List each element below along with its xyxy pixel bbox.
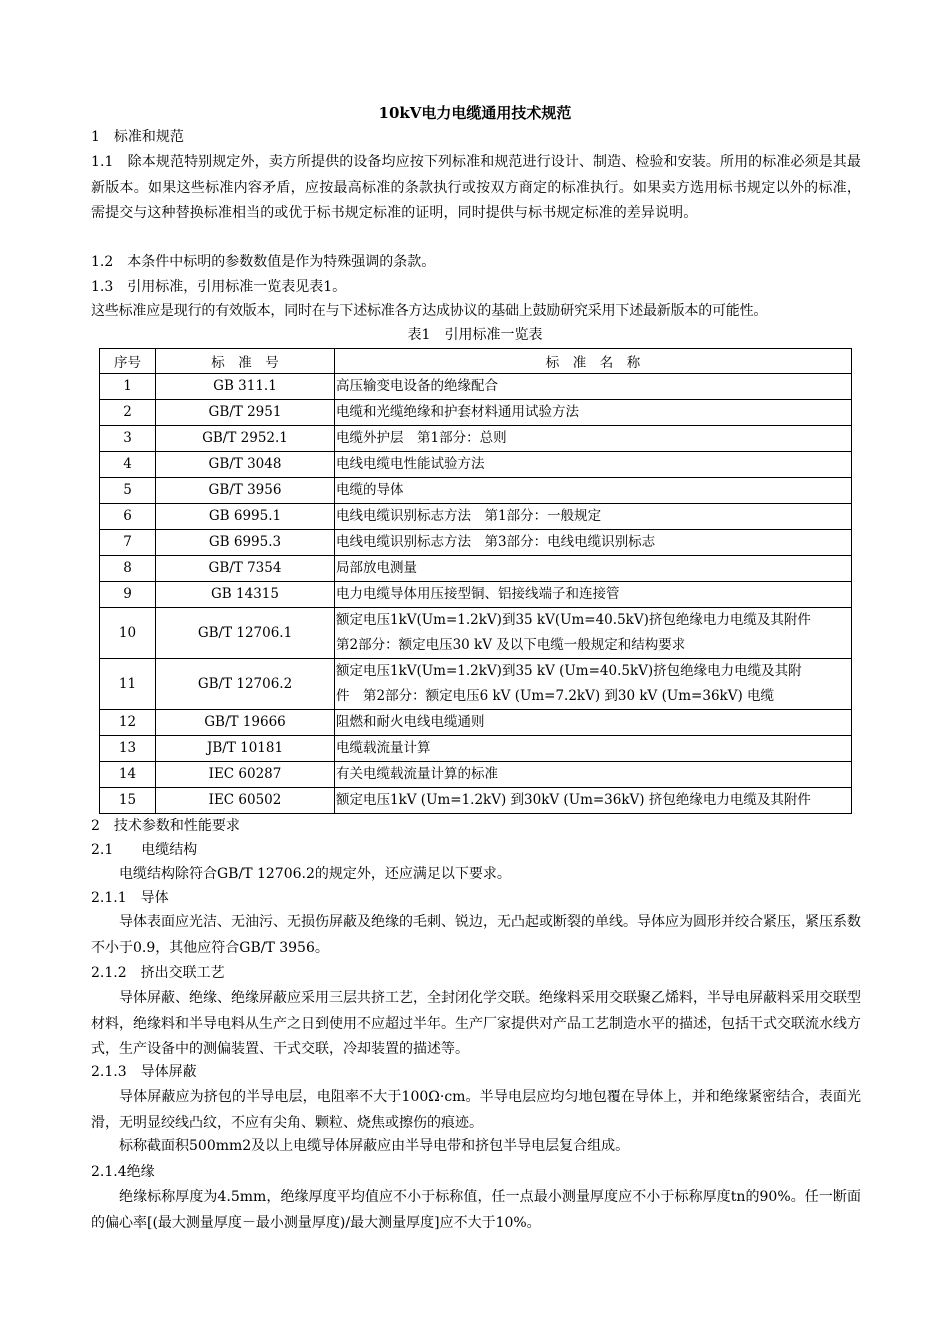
section-2-1-4-text: 绝缘标称厚度为4.5mm，绝缘厚度平均值应不小于标称值，任一点最小测量厚度应不小于标称厚度tn的90%。任一断面的偏心率[(最大测量厚度－最小测量厚度)/最大测量厚度]应不大于10%。 bbox=[91, 1189, 861, 1231]
section-2-1-3-text: 导体屏蔽应为挤包的半导电层，电阻率不大于100Ω·cm。半导电层应均匀地包覆在导体上，并和绝缘紧密结合，表面光滑，无明显绞线凸纹，不应有尖角、颗粒、烧焦或擦伤的痕迹。 bbox=[91, 1089, 861, 1131]
table-row bbox=[100, 556, 852, 582]
standard-name bbox=[335, 710, 852, 736]
table-row bbox=[100, 452, 852, 478]
section-2-1-1-text: 导体表面应光洁、无油污、无损伤屏蔽及绝缘的毛刺、锐边，无凸起或断裂的单线。导体应为圆形并绞合紧压，紧压系数不小于0.9，其他应符合GB/T 3956。 bbox=[91, 914, 861, 956]
table-caption: 表1 引用标准一览表 bbox=[407, 327, 543, 343]
row-number: 6 bbox=[100, 504, 156, 530]
paragraph-1-2: 1.2 本条件中标明的参数数值是作为特殊强调的条款。 bbox=[91, 254, 436, 270]
standard-name bbox=[335, 452, 852, 478]
standard-name bbox=[335, 556, 852, 582]
standard-name-line: 电线电缆识别标志方法 第1部分：一般规定 bbox=[336, 508, 602, 524]
table-row bbox=[100, 504, 852, 530]
table-row bbox=[100, 400, 852, 426]
section-2-1-2-heading: 2.1.2 挤出交联工艺 bbox=[91, 965, 225, 981]
section-2-1-heading: 2.1 电缆结构 bbox=[91, 842, 198, 858]
standard-name bbox=[335, 504, 852, 530]
table-row bbox=[100, 582, 852, 608]
section-2-1-2-text: 导体屏蔽、绝缘、绝缘屏蔽应采用三层共挤工艺，全封闭化学交联。绝缘料采用交联聚乙烯料，半导电屏蔽料采用交联型材料，绝缘料和半导电料从生产之日到使用不应超过半年。生产厂家提供对产品工艺制造水平的描述，包括干式交联流水线方式，生产设备中的测偏装置、干式交联，冷却装置的描述等。 bbox=[91, 990, 861, 1057]
table-row bbox=[100, 478, 852, 504]
header-number: 序号 bbox=[100, 349, 156, 374]
row-number: 11 bbox=[100, 659, 156, 710]
standard-code: GB 311.1 bbox=[156, 374, 335, 400]
standard-code: GB/T 2952.1 bbox=[156, 426, 335, 452]
standard-name bbox=[335, 736, 852, 762]
standard-name-line: 额定电压1kV(Um=1.2kV)到35 kV(Um=40.5kV)挤包绝缘电力电缆及其附件 bbox=[336, 612, 811, 628]
standard-code: GB/T 3048 bbox=[156, 452, 335, 478]
standard-name-line: 有关电缆载流量计算的标准 bbox=[336, 766, 498, 782]
header-name: 标 准 名 称 bbox=[335, 349, 852, 374]
section-2-1-4-heading: 2.1.4绝缘 bbox=[91, 1164, 155, 1180]
standard-code: JB/T 10181 bbox=[156, 736, 335, 762]
standard-name-line: 电缆和光缆绝缘和护套材料通用试验方法 bbox=[336, 404, 579, 420]
row-number: 13 bbox=[100, 736, 156, 762]
table-row bbox=[100, 736, 852, 762]
table-row bbox=[100, 710, 852, 736]
standard-name-line: 电线电缆电性能试验方法 bbox=[336, 456, 485, 472]
standard-code: GB/T 2951 bbox=[156, 400, 335, 426]
row-number: 10 bbox=[100, 608, 156, 659]
table-row bbox=[100, 608, 852, 659]
standard-name bbox=[335, 374, 852, 400]
standard-name-line: 电力电缆导体用压接型铜、铝接线端子和连接管 bbox=[336, 586, 620, 602]
section-2-1-text: 电缆结构除符合GB/T 12706.2的规定外，还应满足以下要求。 bbox=[119, 866, 511, 882]
section-1-heading: 1 标准和规范 bbox=[91, 129, 184, 145]
section-2-1-3-text-2: 标称截面积500mm2及以上电缆导体屏蔽应由半导电带和挤包半导电层复合组成。 bbox=[119, 1138, 630, 1154]
section-2-1-1-heading: 2.1.1 导体 bbox=[91, 890, 169, 906]
paragraph-1-3: 1.3 引用标准，引用标准一览表见表1。 bbox=[91, 279, 347, 295]
standard-code: GB 6995.3 bbox=[156, 530, 335, 556]
table-row bbox=[100, 788, 852, 814]
standard-name-line: 第2部分：额定电压30 kV 及以下电缆一般规定和结构要求 bbox=[336, 637, 686, 653]
standard-name bbox=[335, 788, 852, 814]
row-number: 2 bbox=[100, 400, 156, 426]
standard-name bbox=[335, 762, 852, 788]
table-row bbox=[100, 762, 852, 788]
standard-name-line: 电线电缆识别标志方法 第3部分：电线电缆识别标志 bbox=[336, 534, 656, 550]
standard-name-line: 高压输变电设备的绝缘配合 bbox=[336, 378, 498, 394]
row-number: 14 bbox=[100, 762, 156, 788]
row-number: 7 bbox=[100, 530, 156, 556]
document-title: 10kV电力电缆通用技术规范 bbox=[378, 104, 572, 122]
standard-name-line: 电缆的导体 bbox=[336, 482, 404, 498]
standard-name bbox=[335, 426, 852, 452]
standard-code: GB/T 12706.1 bbox=[156, 608, 335, 659]
reference-standards-table bbox=[99, 348, 852, 814]
row-number: 12 bbox=[100, 710, 156, 736]
paragraph-1-1: 1.1 除本规范特别规定外，卖方所提供的设备均应按下列标准和规范进行设计、制造、检验和安装。所用的标准必须是其最新版本。如果这些标准内容矛盾，应按最高标准的条款执行或按双方商定的标准执行。如果卖方选用标书规定以外的标准，需提交与这种替换标准相当的或优于标书规定标准的证明，同时提供与标书规定标准的差异说明。 bbox=[91, 154, 861, 221]
row-number: 5 bbox=[100, 478, 156, 504]
table-header-row bbox=[100, 349, 852, 374]
table-row bbox=[100, 659, 852, 710]
standard-code: GB/T 12706.2 bbox=[156, 659, 335, 710]
table-row bbox=[100, 530, 852, 556]
standard-name-line: 额定电压1kV (Um=1.2kV) 到30kV (Um=36kV) 挤包绝缘电力电缆及其附件 bbox=[336, 792, 811, 808]
row-number: 1 bbox=[100, 374, 156, 400]
table-row bbox=[100, 374, 852, 400]
standard-name bbox=[335, 400, 852, 426]
row-number: 4 bbox=[100, 452, 156, 478]
section-2-1-3-heading: 2.1.3 导体屏蔽 bbox=[91, 1064, 197, 1080]
standard-code: GB/T 19666 bbox=[156, 710, 335, 736]
standard-name-line: 局部放电测量 bbox=[336, 560, 417, 576]
standard-name-line: 电缆外护层 第1部分：总则 bbox=[336, 430, 507, 446]
standard-code: GB 14315 bbox=[156, 582, 335, 608]
standard-name bbox=[335, 530, 852, 556]
paragraph-1-3-note: 这些标准应是现行的有效版本，同时在与下述标准各方达成协议的基础上鼓励研究采用下述最新版本的可能性。 bbox=[91, 303, 768, 319]
standard-code: GB 6995.1 bbox=[156, 504, 335, 530]
row-number: 15 bbox=[100, 788, 156, 814]
header-code: 标 准 号 bbox=[156, 349, 335, 374]
standard-name-line: 额定电压1kV(Um=1.2kV)到35 kV (Um=40.5kV)挤包绝缘电力电缆及其附 bbox=[336, 663, 802, 679]
standard-code: GB/T 3956 bbox=[156, 478, 335, 504]
row-number: 9 bbox=[100, 582, 156, 608]
standard-name bbox=[335, 608, 852, 659]
standard-name bbox=[335, 659, 852, 710]
row-number: 8 bbox=[100, 556, 156, 582]
section-2-heading: 2 技术参数和性能要求 bbox=[91, 818, 240, 834]
standard-code: GB/T 7354 bbox=[156, 556, 335, 582]
standard-code: IEC 60502 bbox=[156, 788, 335, 814]
standard-name-line: 电缆载流量计算 bbox=[336, 740, 431, 756]
standard-name-line: 件 第2部分：额定电压6 kV (Um=7.2kV) 到30 kV (Um=36kV) 电缆 bbox=[336, 688, 775, 704]
standard-name bbox=[335, 582, 852, 608]
standard-code: IEC 60287 bbox=[156, 762, 335, 788]
row-number: 3 bbox=[100, 426, 156, 452]
standard-name-line: 阻燃和耐火电线电缆通则 bbox=[336, 714, 485, 730]
standard-name bbox=[335, 478, 852, 504]
table-row bbox=[100, 426, 852, 452]
